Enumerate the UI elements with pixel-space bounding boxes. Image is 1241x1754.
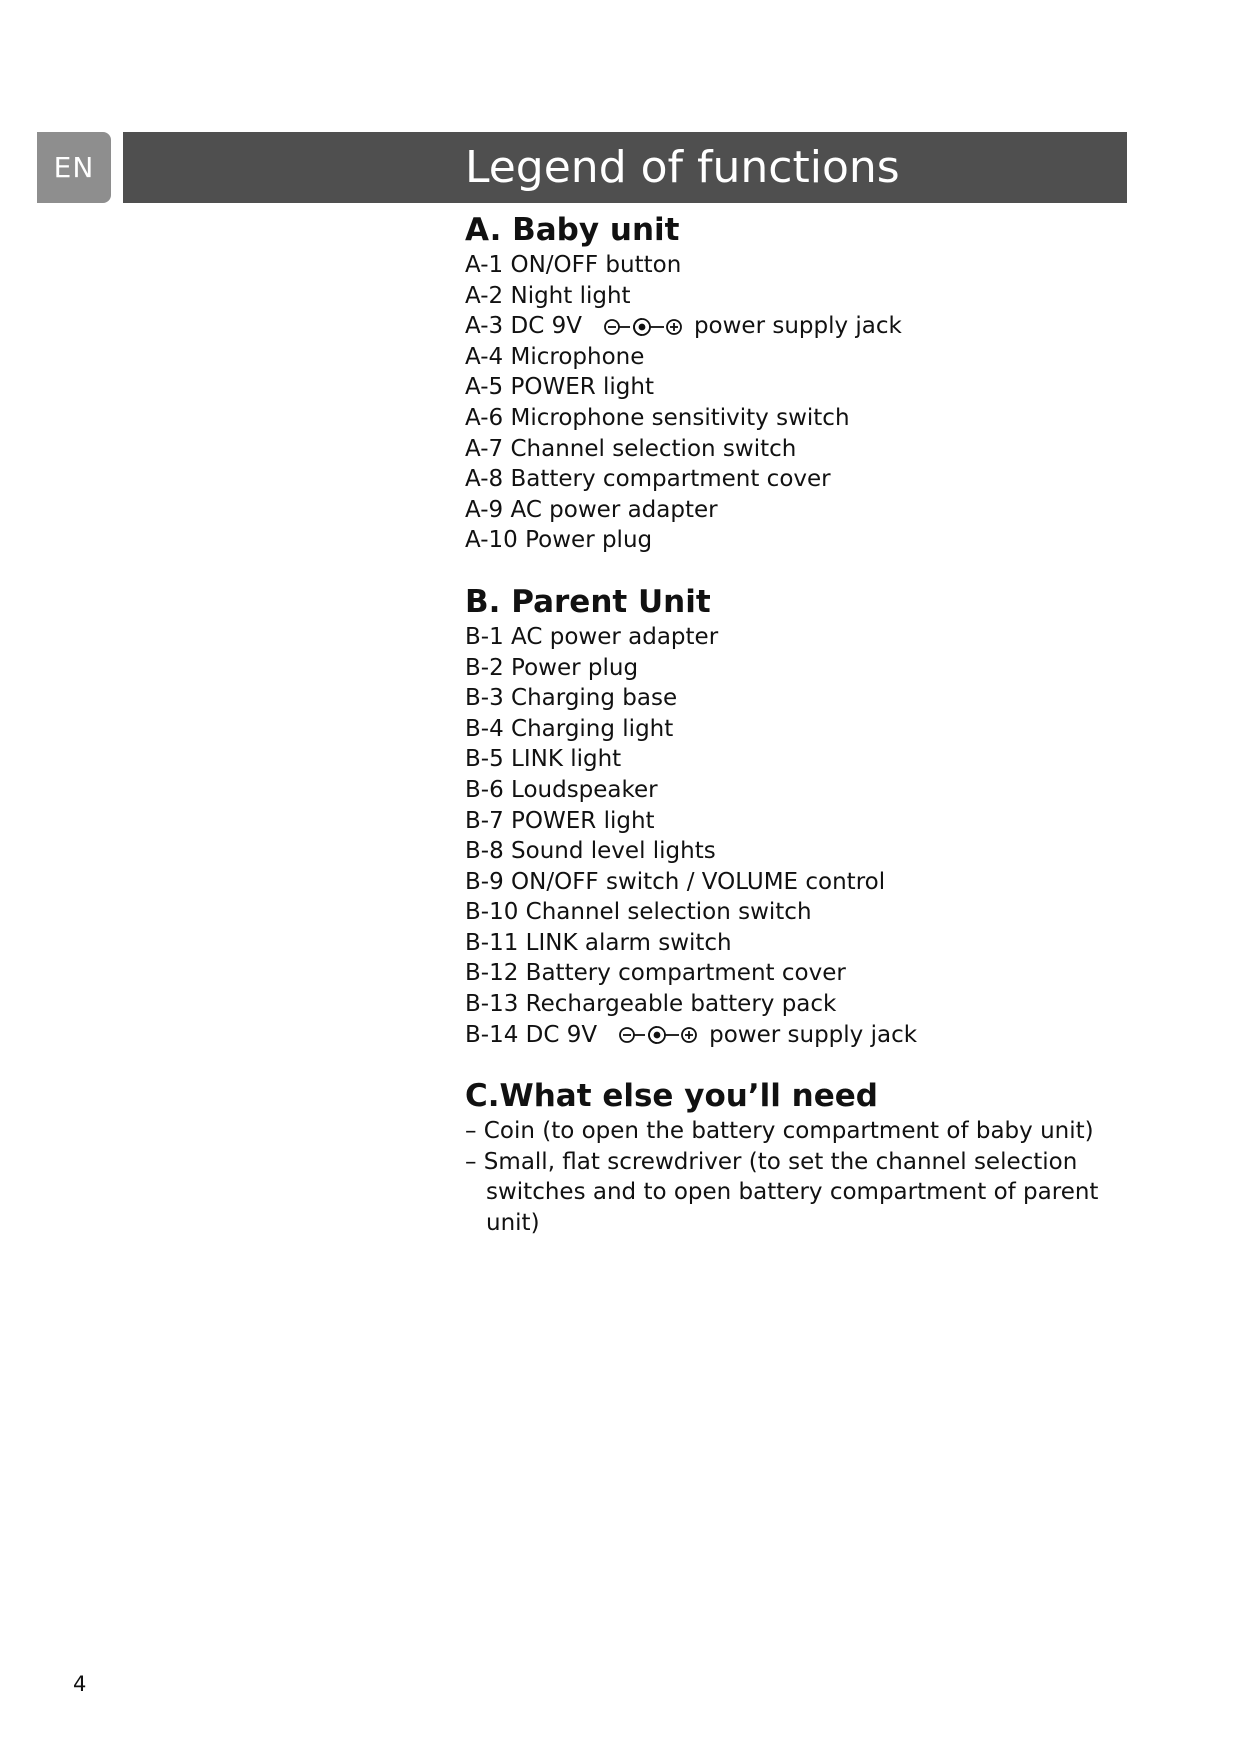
list-item: A-9 AC power adapter	[465, 496, 718, 523]
list-item: A-1 ON/OFF button	[465, 252, 682, 278]
list-item: A-4 Microphone	[465, 343, 645, 370]
list-item: B-7 POWER light	[465, 807, 655, 834]
list-item: – Coin (to open the battery compartment of baby unit)	[465, 1118, 1094, 1145]
list-item: B-14 DC 9V power supply jack	[465, 1021, 918, 1048]
list-item: B-3 Charging base	[465, 685, 678, 712]
list-item: B-5 LINK light	[465, 746, 622, 773]
list-item: B-13 Rechargeable battery pack	[465, 991, 837, 1018]
section-b-list	[465, 622, 1125, 1050]
list-item: B-1 AC power adapter	[465, 623, 719, 650]
list-item: – Small, flat screwdriver (to set the channel selection switches and to open battery compartment of parent unit)	[465, 1148, 1099, 1237]
list-item: B-12 Battery compartment cover	[465, 960, 846, 987]
list-item: B-10 Channel selection switch	[465, 899, 812, 926]
list-item: B-9 ON/OFF switch / VOLUME control	[465, 868, 886, 895]
page-title: Legend of functions	[465, 142, 900, 193]
list-item: A-7 Channel selection switch	[465, 435, 797, 462]
language-tab: EN	[37, 132, 111, 203]
list-item: B-8 Sound level lights	[465, 838, 716, 865]
legend-content	[465, 210, 1125, 1239]
list-item: A-5 POWER light	[465, 374, 654, 401]
section-c-list	[465, 1116, 1125, 1238]
list-item: A-6 Microphone sensitivity switch	[465, 404, 850, 431]
dc-polarity-icon	[602, 315, 688, 339]
title-bar	[123, 132, 1127, 203]
list-item: B-11 LINK alarm switch	[465, 929, 732, 956]
section-c-title: C.What else you’ll need	[465, 1078, 878, 1115]
list-item: B-2 Power plug	[465, 654, 639, 681]
page-number: 4	[73, 1672, 87, 1696]
section-b-title: B. Parent Unit	[465, 583, 711, 620]
dc-polarity-icon	[617, 1023, 703, 1047]
list-item: B-4 Charging light	[465, 715, 674, 742]
list-item: B-6 Loudspeaker	[465, 776, 658, 803]
list-item: A-8 Battery compartment cover	[465, 466, 831, 493]
list-item: A-10 Power plug	[465, 527, 653, 554]
list-item: A-3 DC 9V power supply jack	[465, 313, 902, 340]
list-item: A-2 Night light	[465, 282, 631, 309]
section-a-title: A. Baby unit	[465, 212, 680, 248]
section-a-list	[465, 250, 1125, 556]
